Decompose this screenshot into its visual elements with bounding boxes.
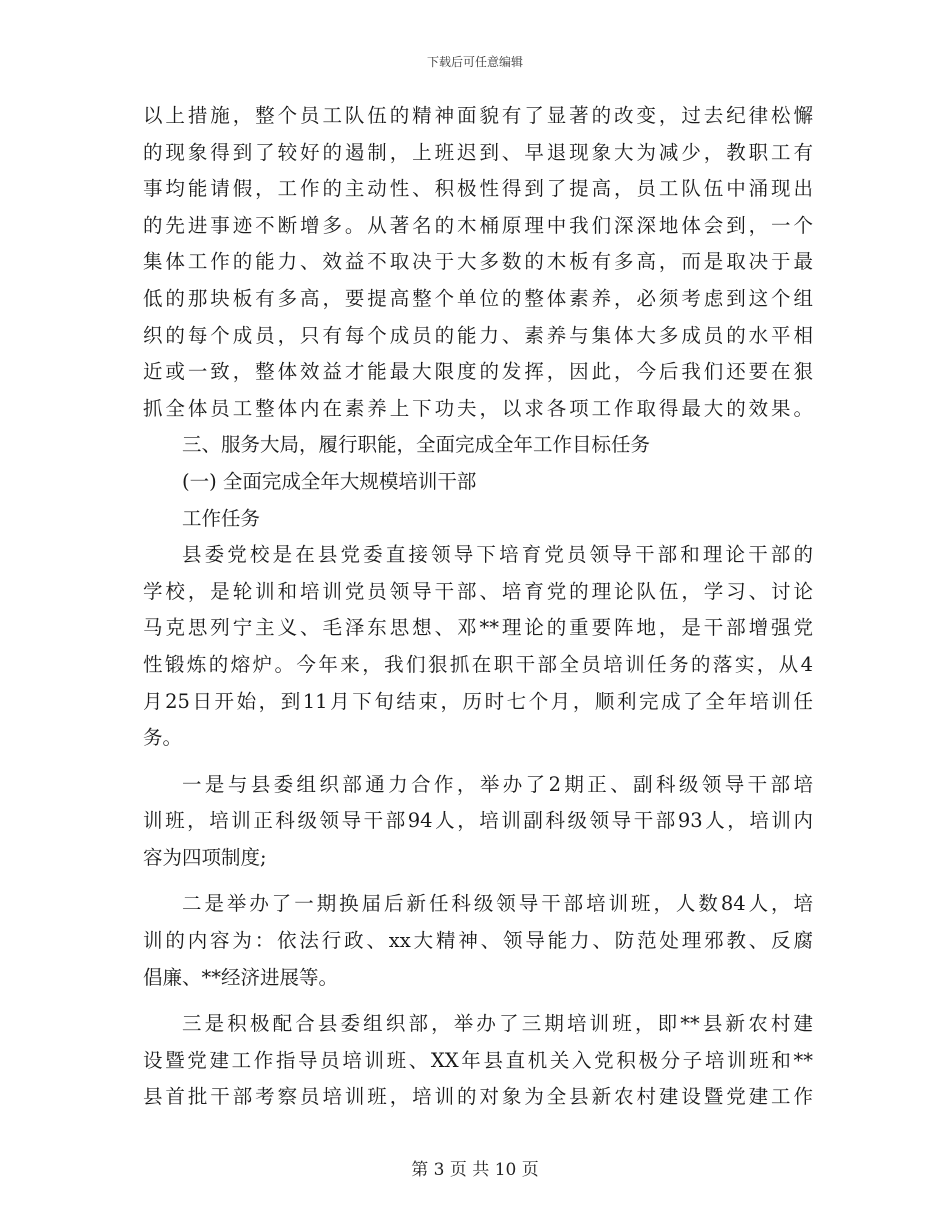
paragraph xyxy=(143,1006,813,1116)
text-line: 一是与县委组织部通力合作，举办了2期正、副科级领导干部培 xyxy=(182,772,813,796)
subsection-heading: (一) 全面完成全年大规模培训干部 xyxy=(182,469,477,493)
text-line: 马克思列宁主义、毛泽东思想、邓**理论的重要阵地，是干部增强党 xyxy=(143,616,813,640)
subheading-work-tasks: 工作任务 xyxy=(182,506,261,530)
paragraph xyxy=(143,886,813,996)
paragraph xyxy=(143,767,813,877)
page-number: 第 3 页 共 10 页 xyxy=(411,1160,539,1180)
text-line: 二是举办了一期换届后新任科级领导干部培训班，人数84人，培 xyxy=(182,892,813,916)
text-line: 性锻炼的熔炉。今年来，我们狠抓在职干部全员培训任务的落实，从4 xyxy=(143,652,813,676)
paragraph xyxy=(143,537,813,757)
text-line: 倡廉、**经济进展等。 xyxy=(143,965,339,989)
text-line: 低的那块板有多高，要提高整个单位的整体素养，必须考虑到这个组 xyxy=(143,286,813,310)
text-line: 集体工作的能力、效益不取决于大多数的木板有多高，而是取决于最 xyxy=(143,250,813,274)
paragraph xyxy=(143,98,813,427)
text-line: 以上措施，整个员工队伍的精神面貌有了显著的改变，过去纪律松懈 xyxy=(143,104,813,127)
document-body xyxy=(143,98,813,1116)
page-header: 下载后可任意编辑 xyxy=(426,55,523,69)
text-line: 训的内容为：依法行政、xx大精神、领导能力、防范处理邪教、反腐 xyxy=(143,929,813,953)
text-line: 的现象得到了较好的遏制，上班迟到、早退现象大为减少，教职工有 xyxy=(143,140,813,164)
text-line: 县委党校是在县党委直接领导下培育党员领导干部和理论干部的 xyxy=(182,543,813,567)
text-line: 容为四项制度; xyxy=(143,845,267,869)
text-line: 县首批干部考察员培训班，培训的对象为全县新农村建设暨党建工作 xyxy=(143,1085,813,1109)
section-heading: 三、服务大局，履行职能，全面完成全年工作目标任务 xyxy=(182,433,651,457)
text-line: 务。 xyxy=(143,726,183,750)
text-line: 学校，是轮训和培训党员领导干部、培育党的理论队伍，学习、讨论 xyxy=(143,579,813,603)
text-line: 月25日开始，到11月下旬结束，历时七个月，顺利完成了全年培训任 xyxy=(143,689,813,713)
text-line: 抓全体员工整体内在素养上下功夫，以求各项工作取得最大的效果。 xyxy=(143,396,813,420)
text-line: 事均能请假，工作的主动性、积极性得到了提高，员工队伍中涌现出 xyxy=(143,177,813,201)
text-line: 训班，培训正科级领导干部94人，培训副科级领导干部93人，培训内 xyxy=(143,809,813,833)
text-line: 的先进事迹不断增多。从著名的木桶原理中我们深深地体会到，一个 xyxy=(143,213,813,237)
text-line: 织的每个成员，只有每个成员的能力、素养与集体大多成员的水平相 xyxy=(143,323,813,347)
text-line: 三是积极配合县委组织部，举办了三期培训班，即**县新农村建 xyxy=(182,1012,813,1036)
text-line: 近或一致，整体效益才能最大限度的发挥，因此，今后我们还要在狠 xyxy=(143,360,813,384)
text-line: 设暨党建工作指导员培训班、XX年县直机关入党积极分子培训班和** xyxy=(143,1048,813,1072)
